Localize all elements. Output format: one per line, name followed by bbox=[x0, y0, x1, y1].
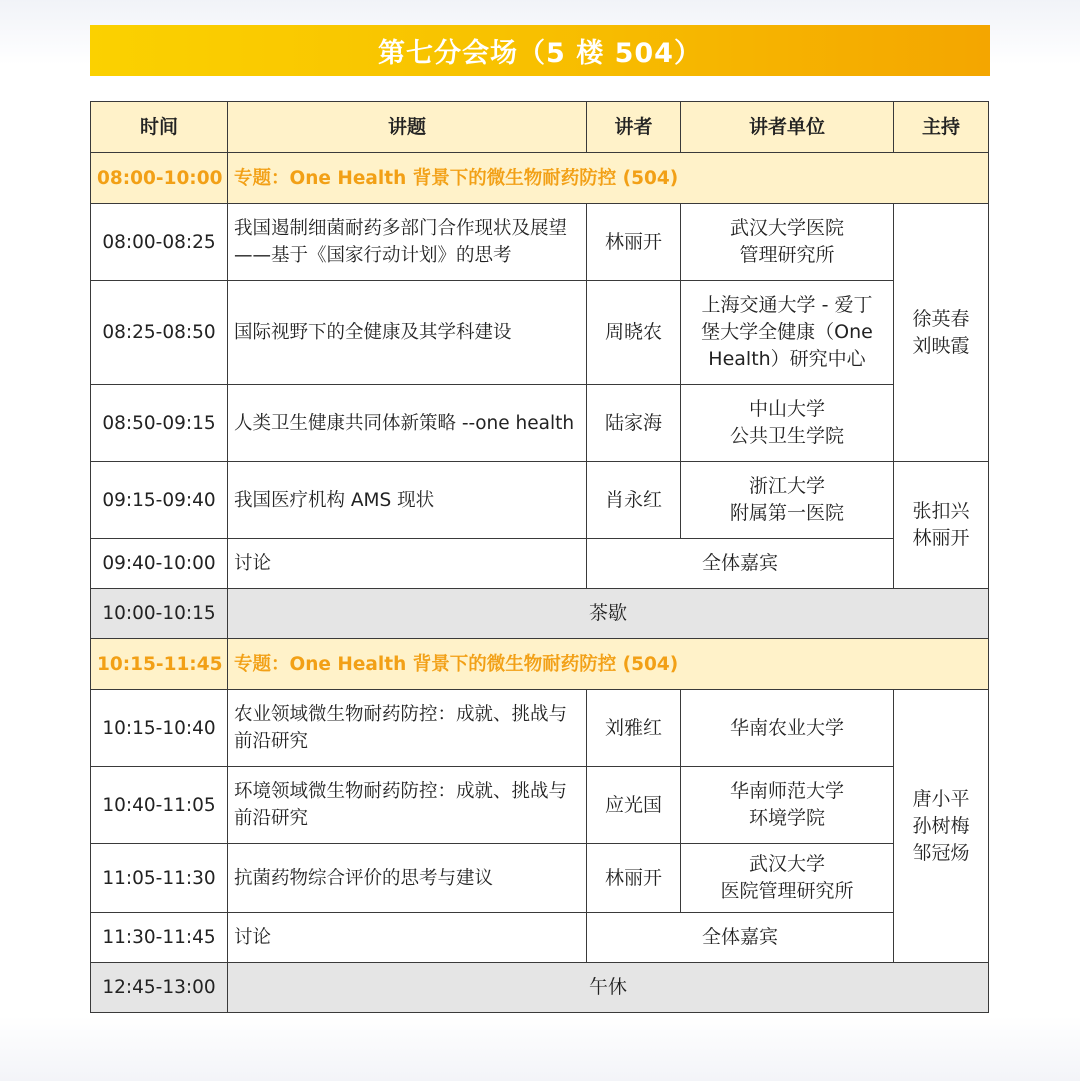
talk-time: 11:05-11:30 bbox=[91, 844, 228, 913]
affiliation-line: 华南农业大学 bbox=[729, 716, 844, 739]
affiliation-line: 医院管理研究所 bbox=[720, 880, 854, 902]
affiliation-line: 环境学院 bbox=[748, 807, 825, 829]
affiliation-line: 管理研究所 bbox=[739, 244, 835, 266]
talk-time: 08:50-09:15 bbox=[91, 385, 228, 462]
talk-speaker: 周晓农 bbox=[587, 281, 681, 385]
header-row bbox=[91, 102, 989, 153]
table-row bbox=[91, 844, 989, 913]
affiliation-line: 武汉大学医院 bbox=[729, 217, 844, 239]
header-topic: 讲题 bbox=[228, 102, 587, 153]
talk-affiliation bbox=[681, 281, 894, 385]
talk-topic: 我国医疗机构 AMS 现状 bbox=[228, 462, 587, 539]
section-time: 10:15-11:45 bbox=[91, 639, 228, 690]
talk-topic: 人类卫生健康共同体新策略 --one health bbox=[228, 385, 587, 462]
table-row bbox=[91, 767, 989, 844]
talk-time: 11:30-11:45 bbox=[91, 913, 228, 963]
host-name: 徐英春 bbox=[912, 307, 970, 330]
affiliation-line: 华南师范大学 bbox=[729, 780, 844, 802]
break-label: 茶歇 bbox=[228, 589, 989, 639]
table-row bbox=[91, 462, 989, 539]
table-row bbox=[91, 281, 989, 385]
schedule-table bbox=[90, 101, 989, 1013]
talk-time: 08:25-08:50 bbox=[91, 281, 228, 385]
talk-topic: 抗菌药物综合评价的思考与建议 bbox=[228, 844, 587, 913]
section-row bbox=[91, 153, 989, 204]
talk-affiliation bbox=[681, 844, 894, 913]
host-name: 林丽开 bbox=[912, 527, 970, 549]
host-cell bbox=[894, 204, 989, 462]
talk-affiliation bbox=[681, 462, 894, 539]
talk-speaker-all: 全体嘉宾 bbox=[587, 539, 894, 589]
host-cell bbox=[894, 462, 989, 589]
talk-speaker: 刘雅红 bbox=[587, 690, 681, 767]
session-title-banner bbox=[90, 25, 990, 76]
host-name: 刘映霞 bbox=[912, 334, 970, 357]
talk-speaker: 应光国 bbox=[587, 767, 681, 844]
break-time: 12:45-13:00 bbox=[91, 963, 228, 1013]
break-row bbox=[91, 589, 989, 639]
talk-speaker: 陆家海 bbox=[587, 385, 681, 462]
header-host: 主持 bbox=[894, 102, 989, 153]
affiliation-line: 堡大学全健康（One bbox=[701, 321, 873, 343]
affiliation-line: Health）研究中心 bbox=[708, 348, 866, 370]
break-label: 午休 bbox=[228, 963, 989, 1013]
header-time: 时间 bbox=[91, 102, 228, 153]
section-title: 专题：One Health 背景下的微生物耐药防控 (504) bbox=[228, 153, 989, 204]
talk-speaker-all: 全体嘉宾 bbox=[587, 913, 894, 963]
talk-speaker: 林丽开 bbox=[587, 204, 681, 281]
affiliation-line: 公共卫生学院 bbox=[729, 425, 844, 447]
section-row bbox=[91, 639, 989, 690]
header-speaker: 讲者 bbox=[587, 102, 681, 153]
table-row bbox=[91, 385, 989, 462]
affiliation-line: 武汉大学 bbox=[748, 853, 825, 875]
talk-topic: 讨论 bbox=[228, 539, 587, 589]
host-name: 邹冠炀 bbox=[912, 841, 970, 864]
talk-time: 10:40-11:05 bbox=[91, 767, 228, 844]
talk-speaker: 林丽开 bbox=[587, 844, 681, 913]
break-row bbox=[91, 963, 989, 1013]
host-cell bbox=[894, 690, 989, 963]
talk-topic: 国际视野下的全健康及其学科建设 bbox=[228, 281, 587, 385]
talk-affiliation bbox=[681, 385, 894, 462]
talk-time: 08:00-08:25 bbox=[91, 204, 228, 281]
affiliation-line: 浙江大学 bbox=[748, 475, 825, 497]
table-row bbox=[91, 913, 989, 963]
session-title: 第七分会场（5 楼 504） bbox=[378, 38, 702, 69]
talk-time: 09:40-10:00 bbox=[91, 539, 228, 589]
talk-topic: 讨论 bbox=[228, 913, 587, 963]
host-name: 唐小平 bbox=[912, 787, 970, 810]
break-time: 10:00-10:15 bbox=[91, 589, 228, 639]
header-affiliation: 讲者单位 bbox=[681, 102, 894, 153]
talk-affiliation bbox=[681, 767, 894, 844]
table-row bbox=[91, 539, 989, 589]
affiliation-line: 附属第一医院 bbox=[729, 502, 844, 524]
talk-topic: 农业领域微生物耐药防控：成就、挑战与前沿研究 bbox=[228, 690, 587, 767]
affiliation-line: 中山大学 bbox=[748, 398, 825, 420]
affiliation-line: 上海交通大学 - 爱丁 bbox=[701, 294, 873, 316]
talk-topic: 我国遏制细菌耐药多部门合作现状及展望——基于《国家行动计划》的思考 bbox=[228, 204, 587, 281]
host-name: 张扣兴 bbox=[912, 500, 970, 522]
section-time: 08:00-10:00 bbox=[91, 153, 228, 204]
table-row bbox=[91, 204, 989, 281]
host-name: 孙树梅 bbox=[912, 814, 970, 837]
section-title: 专题：One Health 背景下的微生物耐药防控 (504) bbox=[228, 639, 989, 690]
talk-affiliation bbox=[681, 204, 894, 281]
talk-speaker: 肖永红 bbox=[587, 462, 681, 539]
talk-time: 09:15-09:40 bbox=[91, 462, 228, 539]
talk-affiliation bbox=[681, 690, 894, 767]
table-row bbox=[91, 690, 989, 767]
talk-time: 10:15-10:40 bbox=[91, 690, 228, 767]
talk-topic: 环境领域微生物耐药防控：成就、挑战与前沿研究 bbox=[228, 767, 587, 844]
